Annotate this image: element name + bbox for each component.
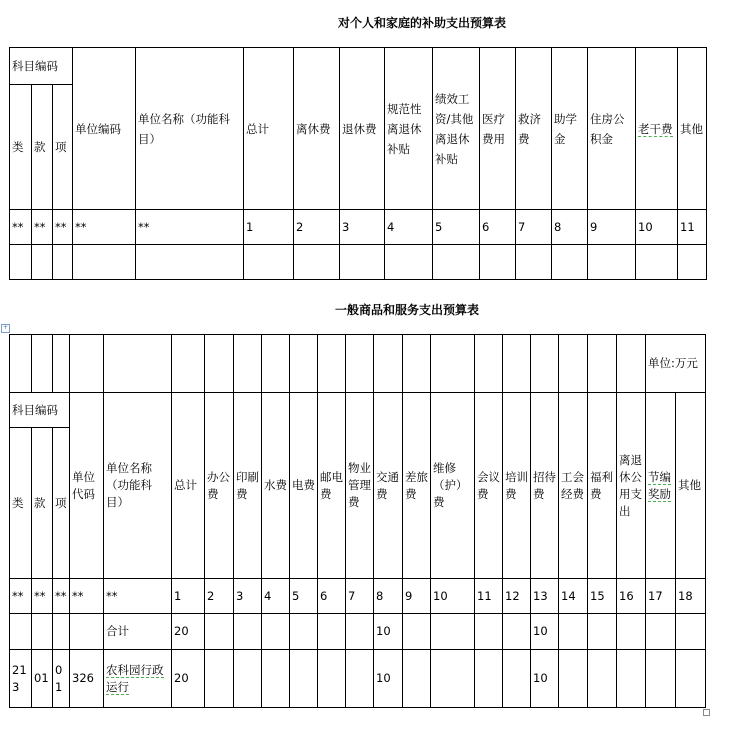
empty-cell	[516, 245, 552, 280]
empty-cell	[475, 614, 503, 650]
col-header: 离退休公用支出	[617, 393, 646, 579]
xiang-header: 项	[53, 85, 73, 210]
empty-cell	[32, 335, 53, 393]
empty-cell	[290, 335, 318, 393]
empty-cell	[70, 614, 104, 650]
empty-cell	[205, 614, 234, 650]
col-number: 10	[431, 579, 475, 614]
total-value: 20	[172, 614, 205, 650]
kuan-value: 01	[32, 650, 53, 708]
total-value: 20	[172, 650, 205, 708]
col-header: 招待费	[531, 393, 559, 579]
empty-cell	[385, 245, 433, 280]
placeholder-cell: **	[10, 210, 32, 245]
empty-cell	[290, 614, 318, 650]
col-header: 规范性离退休补贴	[385, 48, 433, 210]
col-number: 10	[636, 210, 678, 245]
col-header: 退休费	[340, 48, 385, 210]
col-number: 8	[374, 579, 403, 614]
unit-code-header: 单位编码	[73, 48, 136, 210]
col-number: 5	[433, 210, 480, 245]
empty-cell	[318, 650, 346, 708]
col-header: 维修（护）费	[431, 393, 475, 579]
col-number: 7	[516, 210, 552, 245]
col-header: 总计	[172, 393, 205, 579]
empty-cell	[588, 614, 617, 650]
col-header: 培训费	[503, 393, 531, 579]
col-header: 其他	[678, 48, 707, 210]
placeholder-cell: **	[32, 210, 53, 245]
subject-code-header: 科目编码	[10, 393, 70, 428]
col-header: 总计	[244, 48, 294, 210]
table-row	[10, 614, 706, 650]
empty-cell	[318, 335, 346, 393]
col-header: 住房公积金	[588, 48, 636, 210]
placeholder-cell: **	[53, 210, 73, 245]
empty-cell	[431, 614, 475, 650]
empty-cell	[32, 614, 53, 650]
kuan-header: 款	[32, 428, 53, 579]
total-label: 合计	[104, 614, 172, 650]
col-header: 交通费	[374, 393, 403, 579]
col-header: 救济费	[516, 48, 552, 210]
empty-cell	[503, 335, 531, 393]
col-number: 11	[475, 579, 503, 614]
xiang-value: 01	[53, 650, 70, 708]
col-number: 7	[346, 579, 374, 614]
unit-name-header: 单位名称（功能科目）	[136, 48, 244, 210]
empty-cell	[73, 245, 136, 280]
empty-cell	[172, 335, 205, 393]
empty-cell	[53, 335, 70, 393]
empty-cell	[262, 335, 290, 393]
col-header: 差旅费	[403, 393, 431, 579]
empty-cell	[646, 614, 676, 650]
empty-cell	[104, 335, 172, 393]
col-number: 2	[294, 210, 340, 245]
empty-cell	[346, 614, 374, 650]
empty-cell	[290, 650, 318, 708]
empty-cell	[433, 245, 480, 280]
col-header: 物业管理费	[346, 393, 374, 579]
hospitality-value: 10	[531, 614, 559, 650]
empty-cell	[346, 335, 374, 393]
empty-cell	[431, 335, 475, 393]
col-number: 4	[385, 210, 433, 245]
empty-cell	[10, 245, 32, 280]
table2-title: 一般商品和服务支出预算表	[335, 303, 480, 317]
placeholder-cell: **	[70, 579, 104, 614]
table1-title: 对个人和家庭的补助支出预算表	[338, 16, 507, 30]
empty-cell	[10, 614, 32, 650]
empty-cell	[262, 614, 290, 650]
empty-cell	[559, 650, 588, 708]
col-header: 福利费	[588, 393, 617, 579]
empty-cell	[552, 245, 588, 280]
col-number: 13	[531, 579, 559, 614]
col-number: 1	[172, 579, 205, 614]
empty-cell	[234, 614, 262, 650]
empty-cell	[676, 650, 706, 708]
col-number: 12	[503, 579, 531, 614]
empty-cell	[70, 335, 104, 393]
col-header: 医疗费用	[480, 48, 516, 210]
empty-cell	[403, 650, 431, 708]
empty-cell	[617, 335, 646, 393]
transport-value: 10	[374, 614, 403, 650]
placeholder-cell: **	[32, 579, 53, 614]
col-number: 6	[318, 579, 346, 614]
col-number: 3	[234, 579, 262, 614]
empty-cell	[559, 614, 588, 650]
col-number: 14	[559, 579, 588, 614]
col-number: 15	[588, 579, 617, 614]
empty-cell	[475, 650, 503, 708]
goods-services-table	[9, 334, 706, 708]
col-number: 16	[617, 579, 646, 614]
col-header: 印刷费	[234, 393, 262, 579]
xiang-header: 项	[53, 428, 70, 579]
col-number: 8	[552, 210, 588, 245]
col-number: 9	[588, 210, 636, 245]
empty-cell	[340, 245, 385, 280]
col-header: 节编奖励	[646, 393, 676, 579]
unit-code-value: 326	[70, 650, 104, 708]
col-number: 4	[262, 579, 290, 614]
col-number: 9	[403, 579, 431, 614]
empty-cell	[588, 650, 617, 708]
table-resize-handle-icon[interactable]	[703, 709, 710, 716]
empty-cell	[503, 614, 531, 650]
empty-cell	[53, 245, 73, 280]
empty-cell	[294, 245, 340, 280]
empty-cell	[318, 614, 346, 650]
empty-cell	[374, 335, 403, 393]
empty-cell	[431, 650, 475, 708]
col-header: 其他	[676, 393, 706, 579]
unit-label: 单位:万元	[646, 335, 706, 393]
col-number: 3	[340, 210, 385, 245]
empty-cell	[678, 245, 707, 280]
unit-name-header: 单位名称（功能科目）	[104, 393, 172, 579]
empty-cell	[531, 335, 559, 393]
placeholder-cell: **	[104, 579, 172, 614]
placeholder-cell: **	[10, 579, 32, 614]
empty-cell	[636, 245, 678, 280]
col-number: 18	[676, 579, 706, 614]
empty-cell	[503, 650, 531, 708]
empty-cell	[234, 650, 262, 708]
empty-cell	[403, 614, 431, 650]
hospitality-value: 10	[531, 650, 559, 708]
empty-cell	[617, 614, 646, 650]
col-number: 1	[244, 210, 294, 245]
empty-cell	[10, 335, 32, 393]
empty-cell	[53, 614, 70, 650]
empty-cell	[559, 335, 588, 393]
unit-name-value: 农科园行政运行	[104, 650, 172, 708]
col-number: 11	[678, 210, 707, 245]
subject-code-header: 科目编码	[10, 48, 73, 85]
col-header: 离休费	[294, 48, 340, 210]
empty-cell	[136, 245, 244, 280]
transport-value: 10	[374, 650, 403, 708]
col-header: 邮电费	[318, 393, 346, 579]
unit-code-header: 单位代码	[70, 393, 104, 579]
col-number: 6	[480, 210, 516, 245]
table-move-handle-icon[interactable]: +	[2, 324, 9, 331]
empty-cell	[346, 650, 374, 708]
empty-cell	[676, 614, 706, 650]
empty-cell	[617, 650, 646, 708]
col-header: 助学金	[552, 48, 588, 210]
empty-cell	[646, 650, 676, 708]
empty-cell	[205, 650, 234, 708]
empty-cell	[244, 245, 294, 280]
col-header: 工会经费	[559, 393, 588, 579]
col-header: 绩效工资/其他离退休补贴	[433, 48, 480, 210]
col-header: 办公费	[205, 393, 234, 579]
col-header: 老干费	[636, 48, 678, 210]
col-header: 会议费	[475, 393, 503, 579]
empty-cell	[588, 245, 636, 280]
placeholder-cell: **	[73, 210, 136, 245]
empty-cell	[480, 245, 516, 280]
empty-cell	[588, 335, 617, 393]
empty-cell	[262, 650, 290, 708]
placeholder-cell: **	[53, 579, 70, 614]
empty-cell	[32, 245, 53, 280]
empty-cell	[403, 335, 431, 393]
col-header: 水费	[262, 393, 290, 579]
placeholder-cell: **	[136, 210, 244, 245]
personal-subsidy-table	[9, 47, 707, 280]
lei-header: 类	[10, 428, 32, 579]
col-number: 2	[205, 579, 234, 614]
col-number: 5	[290, 579, 318, 614]
lei-header: 类	[10, 85, 32, 210]
empty-cell	[234, 335, 262, 393]
empty-cell	[205, 335, 234, 393]
kuan-header: 款	[32, 85, 53, 210]
col-number: 17	[646, 579, 676, 614]
table-row	[10, 650, 706, 708]
col-header: 电费	[290, 393, 318, 579]
empty-cell	[475, 335, 503, 393]
lei-value: 213	[10, 650, 32, 708]
